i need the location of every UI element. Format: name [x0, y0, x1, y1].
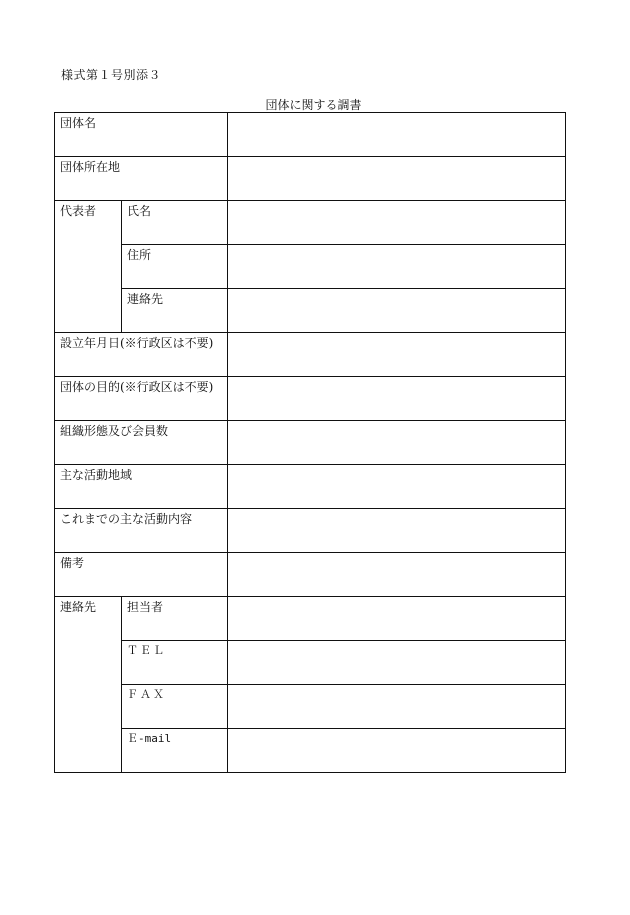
- representative-address-label: 住所: [122, 245, 228, 289]
- representative-contact-label: 連絡先: [122, 289, 228, 333]
- row-representative-name: [55, 201, 566, 245]
- row-contact-fax: [55, 685, 566, 729]
- representative-label: 代表者: [55, 201, 122, 333]
- row-representative-address: [55, 245, 566, 289]
- row-contact-tel: [55, 641, 566, 685]
- contact-person-field[interactable]: [228, 597, 566, 641]
- row-established-date: [55, 333, 566, 377]
- organization-members-field[interactable]: [228, 421, 566, 465]
- form-code: 様式第１号別添３: [61, 68, 162, 82]
- contact-fax-label: ＦＡＸ: [122, 685, 228, 729]
- representative-name-label: 氏名: [122, 201, 228, 245]
- remarks-label: 備考: [55, 553, 228, 597]
- representative-contact-field[interactable]: [228, 289, 566, 333]
- past-activities-field[interactable]: [228, 509, 566, 553]
- representative-address-field[interactable]: [228, 245, 566, 289]
- row-representative-contact: [55, 289, 566, 333]
- row-contact-person: [55, 597, 566, 641]
- row-group-address: [55, 157, 566, 201]
- row-group-purpose: [55, 377, 566, 421]
- row-organization-members: [55, 421, 566, 465]
- row-contact-email: [55, 729, 566, 773]
- document-title: 団体に関する調書: [265, 98, 362, 112]
- row-main-area: [55, 465, 566, 509]
- row-past-activities: [55, 509, 566, 553]
- contact-label: 連絡先: [55, 597, 122, 773]
- group-survey-table: [54, 112, 566, 773]
- established-date-label: 設立年月日(※行政区は不要): [55, 333, 228, 377]
- contact-email-label: Ｅ-mail: [122, 729, 228, 773]
- contact-tel-field[interactable]: [228, 641, 566, 685]
- row-group-name: [55, 113, 566, 157]
- contact-person-label: 担当者: [122, 597, 228, 641]
- organization-members-label: 組織形態及び会員数: [55, 421, 228, 465]
- row-remarks: [55, 553, 566, 597]
- past-activities-label: これまでの主な活動内容: [55, 509, 228, 553]
- group-name-field[interactable]: [228, 113, 566, 157]
- contact-fax-field[interactable]: [228, 685, 566, 729]
- contact-tel-label: ＴＥＬ: [122, 641, 228, 685]
- group-name-label: 団体名: [55, 113, 228, 157]
- representative-name-field[interactable]: [228, 201, 566, 245]
- group-address-field[interactable]: [228, 157, 566, 201]
- established-date-field[interactable]: [228, 333, 566, 377]
- group-address-label: 団体所在地: [55, 157, 228, 201]
- main-area-field[interactable]: [228, 465, 566, 509]
- main-area-label: 主な活動地域: [55, 465, 228, 509]
- contact-email-field[interactable]: [228, 729, 566, 773]
- remarks-field[interactable]: [228, 553, 566, 597]
- group-purpose-field[interactable]: [228, 377, 566, 421]
- group-purpose-label: 団体の目的(※行政区は不要): [55, 377, 228, 421]
